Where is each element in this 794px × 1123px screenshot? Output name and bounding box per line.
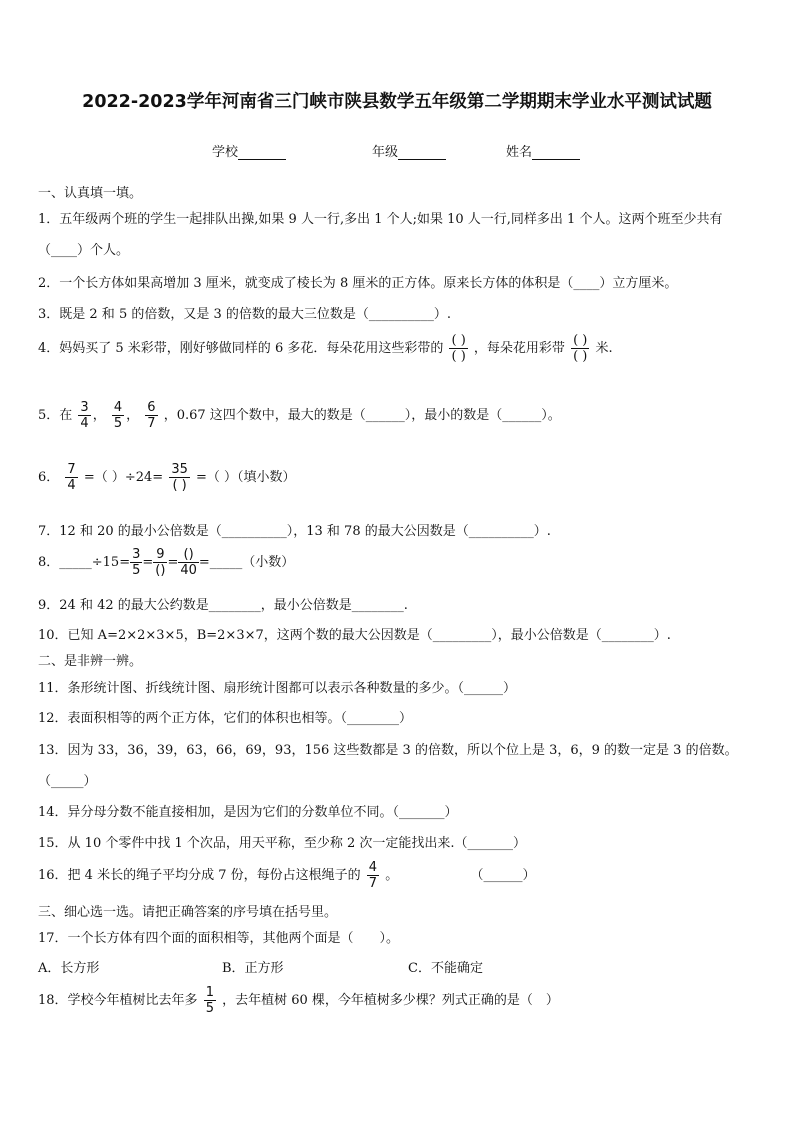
section-2-heading: 二、是非辨一辨。 — [38, 654, 143, 669]
grade-label: 年级 — [372, 145, 399, 160]
question-1-line-2: （____）个人。 — [38, 243, 130, 258]
question-16 — [38, 860, 536, 891]
question-10: 10．已知 A=2×2×3×5，B=2×3×7，这两个数的最大公因数是（_________），最小公倍数是（________）. — [38, 628, 671, 643]
grade-field — [372, 141, 446, 160]
fraction-blank-1[interactable] — [449, 333, 467, 364]
fraction-numerator: 7 — [67, 462, 76, 477]
fraction-blank-40[interactable] — [178, 547, 199, 578]
fraction-denominator: ( ) — [172, 478, 187, 493]
question-5: 5．在 $\frac{3}{4}$ ， $\frac{4}{5}$ ， $\frac{6}{7}$ ，0.67 这四个数中，最大的数是（______），最小的数是（______）。 — [38, 400, 561, 431]
fraction-denominator: 7 — [147, 416, 156, 431]
question-4 — [38, 333, 613, 364]
fraction-4-7 — [367, 860, 379, 891]
fraction-denominator: 7 — [368, 876, 378, 891]
fraction-4-5 — [112, 400, 124, 431]
question-16-text-a: 16．把 4 米长的绳子平均分成 7 份，每份占这根绳子的 — [38, 868, 361, 883]
question-8-text-a: 8．_____÷15= — [38, 555, 131, 570]
question-6-text-a: 6． — [38, 470, 60, 485]
fraction-denominator: ( ) — [451, 349, 466, 364]
question-13-line-1: 13．因为 33，36，39，63，66，69，93，156 这些数都是 3 的倍数，所以个位上是 3，6，9 的数一定是 3 的倍数。 — [38, 743, 738, 758]
question-2: 2．一个长方体如果高增加 3 厘米，就变成了棱长为 8 厘米的正方体。原来长方体的体积是（____）立方厘米。 — [38, 276, 678, 291]
grade-blank[interactable] — [398, 145, 446, 160]
question-4-text-a: 4．妈妈买了 5 米彩带，刚好够做同样的 6 多花．每朵花用这些彩带的 — [38, 341, 444, 356]
question-18-text-a: 18．学校今年植树比去年多 — [38, 993, 198, 1008]
equals-1: = — [142, 555, 154, 570]
fraction-denominator: 4 — [67, 478, 76, 493]
fraction-blank-2[interactable] — [571, 333, 589, 364]
fraction-1-5 — [204, 985, 216, 1016]
fraction-numerator: 4 — [113, 400, 123, 415]
question-1-line-1: 1．五年级两个班的学生一起排队出操,如果 9 人一行,多出 1 个人;如果 10 人一行,同样多出 1 个人。这两个班至少共有 — [38, 212, 723, 227]
fraction-numerator: 1 — [205, 985, 214, 1000]
fraction-denominator: () — [155, 563, 166, 578]
section-3-heading: 三、细心选一选。请把正确答案的序号填在括号里。 — [38, 905, 338, 920]
question-11: 11．条形统计图、折线统计图、扇形统计图都可以表示各种数量的多少。（______） — [38, 681, 517, 696]
fraction-numerator: 9 — [156, 547, 165, 562]
fraction-denominator: 5 — [113, 416, 123, 431]
question-6-text-c: =（ ）（填小数） — [196, 470, 296, 485]
question-14: 14．异分母分数不能直接相加，是因为它们的分数单位不同。（_______） — [38, 805, 458, 820]
fraction-9-blank[interactable] — [153, 547, 167, 578]
option-c[interactable]: C．不能确定 — [408, 961, 483, 976]
fraction-3-4 — [78, 400, 90, 431]
name-blank[interactable] — [532, 145, 580, 160]
question-15: 15．从 10 个零件中找 1 个次品，用天平称，至少称 2 次一定能找出来.（_______） — [38, 836, 527, 851]
question-4-text-c: 米. — [595, 341, 613, 356]
question-9: 9．24 和 42 的最大公约数是________，最小公倍数是________. — [38, 598, 408, 613]
question-8-text-d: =_____（小数） — [198, 555, 295, 570]
question-5-text-b: ，0.67 这四个数中，最大的数是（______），最小的数是（______）。 — [163, 408, 561, 423]
fraction-numerator: 6 — [147, 400, 156, 415]
school-blank[interactable] — [238, 145, 286, 160]
question-13-line-2: （_____） — [38, 774, 97, 789]
question-17-options — [38, 957, 483, 976]
fraction-numerator: 35 — [171, 462, 188, 477]
question-3: 3．既是 2 和 5 的倍数，又是 3 的倍数的最大三位数是（__________）. — [38, 307, 452, 322]
question-12: 12．表面积相等的两个正方体，它们的体积也相等。（________） — [38, 711, 413, 726]
fraction-denominator: 40 — [180, 563, 197, 578]
question-16-text-b: 。 — [385, 868, 399, 883]
fraction-numerator: 4 — [368, 860, 378, 875]
question-8 — [38, 547, 294, 578]
section-1-heading: 一、认真填一填。 — [38, 186, 143, 201]
school-label: 学校 — [212, 145, 239, 160]
question-18-text-b: ，去年植树 60 棵，今年植树多少棵？列式正确的是（ ） — [222, 993, 559, 1008]
question-4-text-b: ，每朵花用彩带 — [473, 341, 565, 356]
school-field — [212, 141, 286, 160]
question-18 — [38, 985, 559, 1016]
fraction-numerator: ( ) — [451, 333, 466, 348]
fraction-7-4 — [65, 462, 77, 493]
fraction-numerator: 3 — [132, 547, 141, 562]
fraction-denominator: 4 — [80, 416, 89, 431]
fraction-denominator: 5 — [132, 563, 141, 578]
equals-2: = — [167, 555, 179, 570]
question-16-answer: （______） — [470, 868, 536, 883]
question-5-text-a: 5．在 — [38, 408, 73, 423]
option-a[interactable]: A．长方形 — [38, 961, 100, 976]
option-b[interactable]: B．正方形 — [222, 961, 284, 976]
fraction-numerator: () — [183, 547, 194, 562]
question-17: 17．一个长方体有四个面的面积相等，其他两个面是（ ）。 — [38, 931, 400, 946]
fraction-numerator: 3 — [80, 400, 89, 415]
fraction-denominator: 5 — [205, 1001, 214, 1016]
page-title: 2022-2023学年河南省三门峡市陕县数学五年级第二学期期末学业水平测试试题 — [82, 92, 712, 112]
fraction-denominator: ( ) — [573, 349, 588, 364]
name-label: 姓名 — [506, 145, 533, 160]
question-6-text-b: =（ ）÷24= — [83, 470, 164, 485]
fraction-3-5 — [130, 547, 142, 578]
fraction-35-blank[interactable] — [169, 462, 190, 493]
question-6 — [38, 462, 296, 493]
name-field — [506, 141, 580, 160]
fraction-6-7 — [145, 400, 157, 431]
fraction-numerator: ( ) — [573, 333, 588, 348]
question-7: 7．12 和 20 的最小公倍数是（__________），13 和 78 的最大公因数是（__________）. — [38, 524, 551, 539]
